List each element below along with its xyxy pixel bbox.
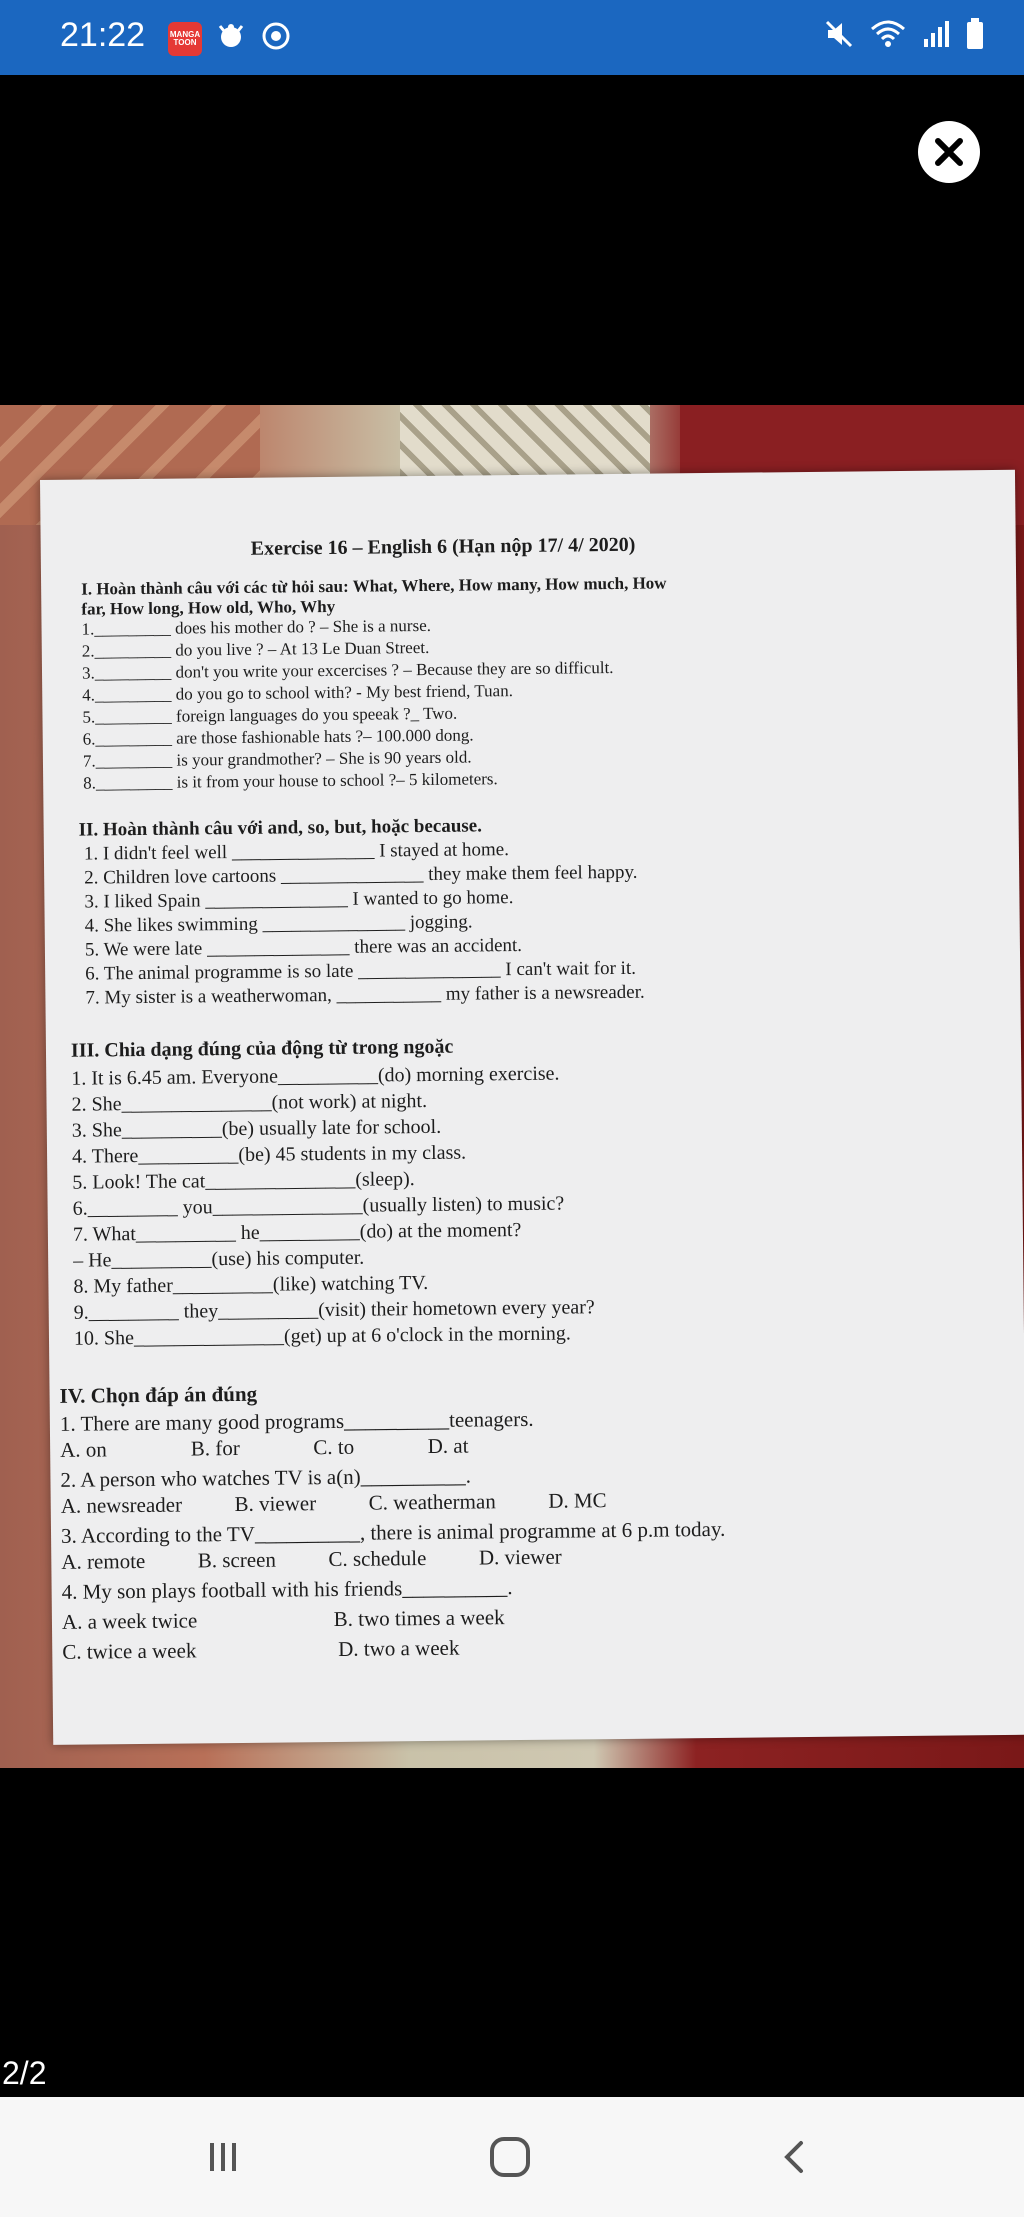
section3-heading: III. Chia dạng đúng của động từ trong ngoặc (70, 1035, 454, 1062)
back-icon (775, 2137, 815, 2177)
back-button[interactable] (755, 2127, 835, 2187)
list-item: 6._________ you_______________(usually listen) to music? (72, 1192, 565, 1220)
worksheet-paper (40, 470, 1024, 1745)
list-item: 2._________ do you live ? – At 13 Le Duan Street. (81, 637, 430, 661)
list-item: A. a week twice B. two times a week (61, 1605, 505, 1634)
list-item: 7._________ is your grandmother? – She is 90 years old. (82, 747, 472, 771)
list-item: 1. It is 6.45 am. Everyone__________(do) morning exercise. (71, 1062, 560, 1090)
sync-icon (260, 20, 292, 57)
list-item: 3. I liked Spain _______________ I wanted to go home. (84, 887, 514, 913)
list-item: 5._________ foreign languages do you speeak ?_ Two. (82, 703, 458, 727)
notification-icons (168, 20, 292, 57)
list-item: 2. She_______________(not work) at night. (71, 1089, 428, 1116)
list-item: 10. She_______________(get) up at 6 o'clock in the morning. (73, 1322, 571, 1350)
recent-apps-icon (203, 2137, 243, 2177)
list-item: 2. A person who watches TV is a(n)__________. (60, 1463, 472, 1492)
recent-apps-button[interactable] (183, 2127, 263, 2187)
section2-heading: II. Hoàn thành câu với and, so, but, hoặc because. (78, 815, 483, 841)
close-button[interactable] (918, 121, 980, 183)
section1-heading: I. Hoàn thành câu với các từ hỏi sau: What, Where, How many, How much, How (81, 573, 667, 599)
battery-icon (966, 18, 984, 55)
list-item: 4. She likes swimming _______________ jogging. (84, 911, 473, 937)
list-item: 2. Children love cartoons _______________ they make them feel happy. (84, 861, 638, 889)
system-icons (824, 18, 984, 55)
list-item: 4. There__________(be) 45 students in my class. (71, 1141, 467, 1168)
list-item: 3._________ don't you write your excercises ? – Because they are so difficult. (81, 658, 614, 683)
mangatoon-app-icon: MANGA TOON (168, 22, 202, 56)
messenger-icon (216, 21, 246, 56)
close-icon (932, 135, 966, 169)
list-item: A. on B. for C. to D. at (60, 1433, 469, 1462)
list-item: 1. I didn't feel well _______________ I stayed at home. (83, 839, 510, 865)
section4-heading: IV. Chọn đáp án đúng (59, 1381, 258, 1408)
worksheet-title: Exercise 16 – English 6 (Hạn nộp 17/ 4/ 2020) (250, 533, 636, 560)
list-item: 7. What__________ he__________(do) at the moment? (72, 1219, 522, 1246)
status-time: 21:22 (60, 16, 146, 54)
signal-icon (922, 19, 950, 54)
list-item: 8._________ is it from your house to school ?– 5 kilometers. (83, 769, 498, 793)
list-item: 1. There are many good programs__________teenagers. (59, 1406, 534, 1436)
mute-icon (824, 19, 854, 54)
list-item: 9._________ they__________(visit) their hometown every year? (73, 1296, 595, 1324)
list-item: 6. The animal programme is so late _______________ I can't wait for it. (85, 957, 637, 985)
navigation-bar (0, 2097, 1024, 2217)
list-item: 5. We were late _______________ there was an accident. (84, 934, 523, 961)
list-item: 5. Look! The cat_______________(sleep). (72, 1168, 415, 1194)
list-item: 3. According to the TV__________, there is animal programme at 6 p.m today. (60, 1516, 726, 1548)
list-item: A. remote B. screen C. schedule D. viewer (61, 1544, 562, 1574)
section1-heading-cont: far, How long, How old, Who, Why (81, 596, 336, 619)
list-item: 4. My son plays football with his friends__________. (61, 1575, 513, 1604)
list-item: 7. My sister is a weatherwoman, ___________ my father is a newsreader. (85, 981, 645, 1009)
list-item: C. twice a week D. two a week (62, 1635, 460, 1664)
list-item: A. newsreader B. viewer C. weatherman D. MC (60, 1488, 607, 1518)
list-item: 6._________ are those fashionable hats ?– 100.000 dong. (82, 725, 474, 749)
home-icon (488, 2135, 532, 2179)
list-item: 4._________ do you go to school with? - My best friend, Tuan. (82, 681, 513, 705)
page-indicator: 2/2 (2, 2055, 47, 2091)
worksheet-photo[interactable] (0, 405, 1024, 1768)
list-item: 8. My father__________(like) watching TV. (73, 1271, 429, 1298)
list-item: 3. She__________(be) usually late for school. (71, 1115, 442, 1142)
status-bar (0, 0, 1024, 75)
list-item: – He__________(use) his computer. (73, 1246, 365, 1272)
home-button[interactable] (470, 2127, 550, 2187)
wifi-icon (870, 19, 906, 54)
list-item: 1._________ does his mother do ? – She is a nurse. (81, 615, 432, 639)
